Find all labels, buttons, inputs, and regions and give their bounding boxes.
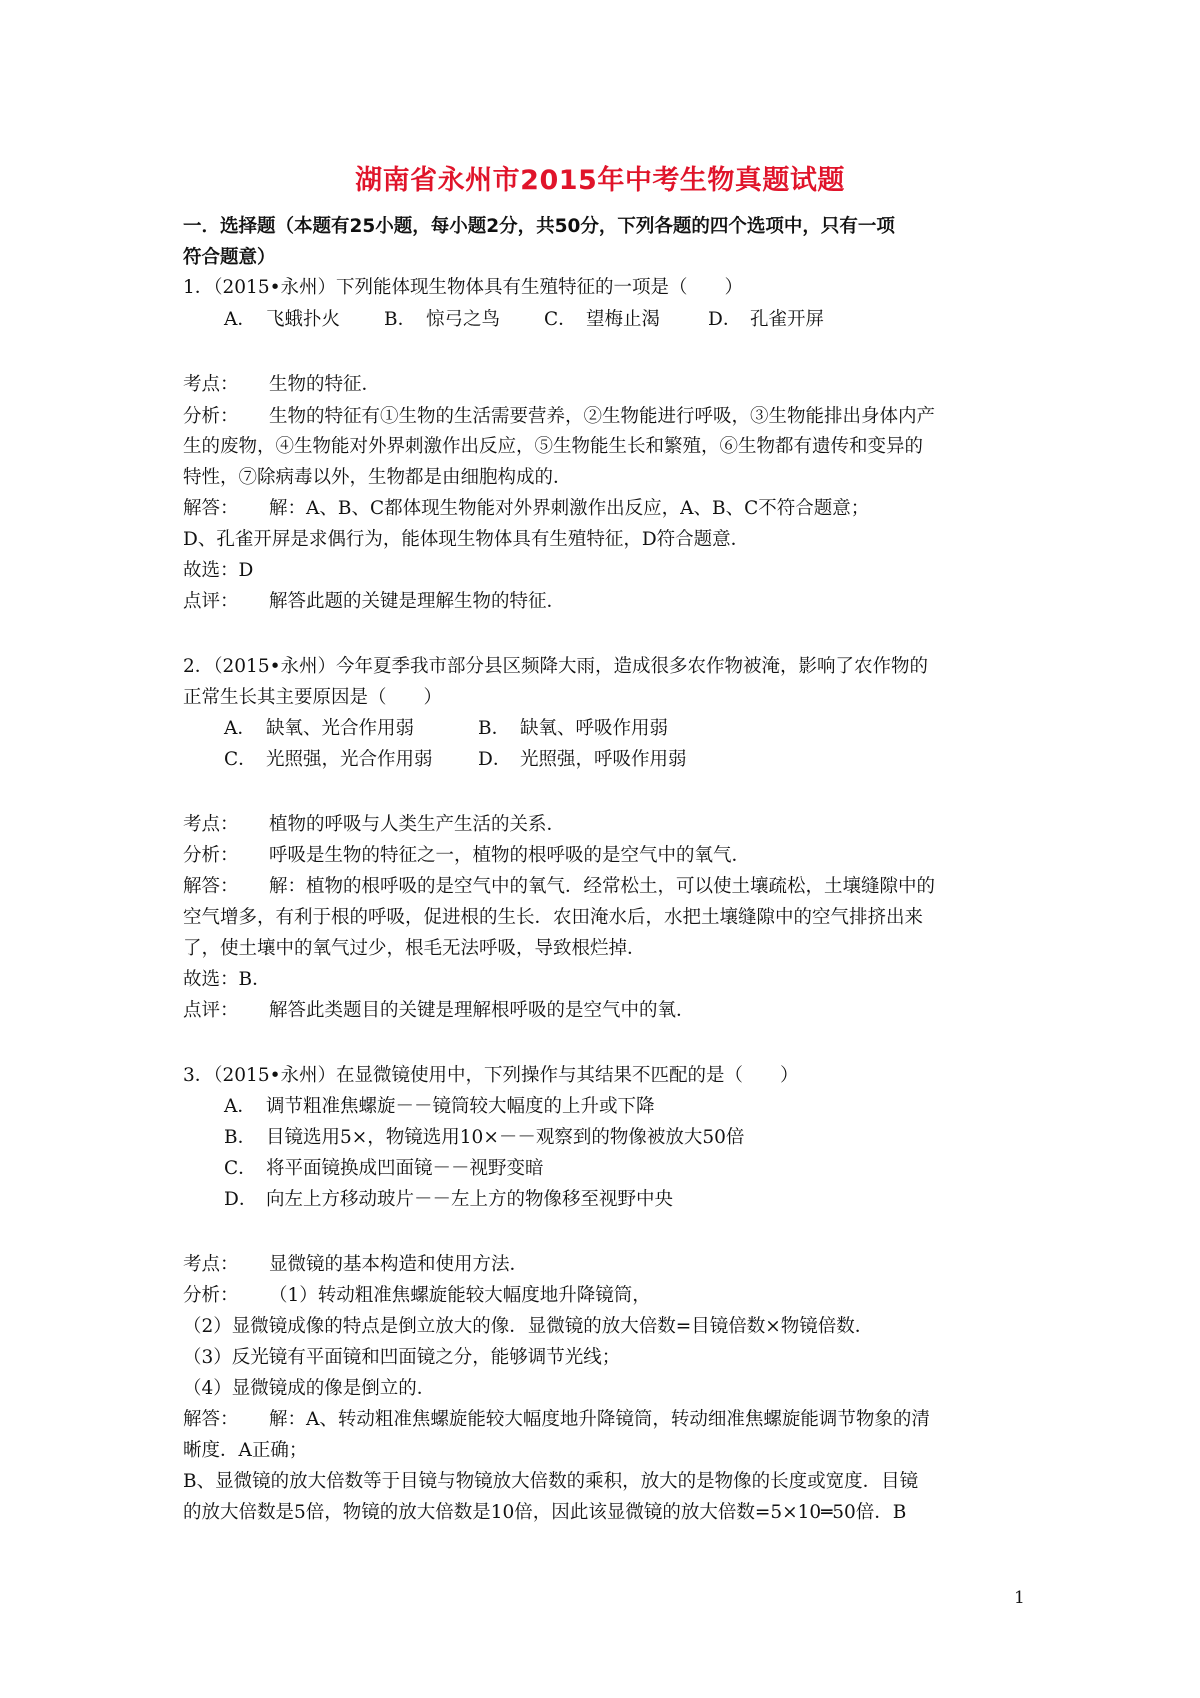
q1-dianping: 点评： 解答此题的关键是理解生物的特征． [183,591,566,612]
q3-stem: 3．（2015•永州）在显微镜使用中，下列操作与其结果不匹配的是（ ） [183,1065,799,1086]
section-heading-cont: 符合题意） [183,247,276,268]
q1-option-d: D． 孔雀开屏 [708,309,825,330]
q3-jieda-cont: 的放大倍数是5倍，物镜的放大倍数是10倍，因此该显微镜的放大倍数=5×10═50倍．B [183,1502,907,1523]
q1-option-b: B． 惊弓之鸟 [384,309,501,330]
q3-kaodian: 考点： 显微镜的基本构造和使用方法． [183,1254,529,1275]
q1-option-a: A． 飞蛾扑火 [224,309,341,330]
page-number: 1 [1014,1588,1025,1608]
q2-options-row1 [224,714,668,744]
q3-option-d: D． 向左上方移动玻片－－左上方的物像移至视野中央 [224,1189,674,1210]
q1-stem: 1．（2015•永州）下列能体现生物体具有生殖特征的一项是（ ） [183,277,744,298]
q3-option-c: C． 将平面镜换成凹面镜－－视野变暗 [224,1158,544,1179]
q1-fenxi-cont: 生的废物，④生物能对外界刺激作出反应，⑤生物能生长和繁殖，⑥生物都有遗传和变异的 [183,436,924,457]
q2-stem: 2．（2015•永州）今年夏季我市部分县区频降大雨，造成很多农作物被淹，影响了农作物的 [183,656,929,677]
q3-fenxi-cont: （3）反光镜有平面镜和凹面镜之分，能够调节光线； [183,1347,621,1368]
q1-kaodian: 考点： 生物的特征． [183,374,381,395]
q3-jieda: 解答： 解：A、转动粗准焦螺旋能较大幅度地升降镜筒，转动细准焦螺旋能调节物象的清 [183,1409,930,1430]
q1-fenxi-cont: 特性，⑦除病毒以外，生物都是由细胞构成的． [183,467,572,488]
q2-option-b: B． 缺氧、呼吸作用弱 [478,718,669,739]
q2-answer: 故选：B． [183,969,271,990]
q2-dianping: 点评： 解答此类题目的关键是理解根呼吸的是空气中的氧． [183,1000,695,1021]
q1-jieda-cont: D、孔雀开屏是求偶行为，能体现生物体具有生殖特征，D符合题意． [183,529,750,550]
q2-kaodian: 考点： 植物的呼吸与人类生产生活的关系． [183,814,566,835]
section-heading: 一．选择题（本题有25小题，每小题2分，共50分，下列各题的四个选项中，只有一项 [183,216,895,237]
q3-fenxi-cont: （4）显微镜成的像是倒立的． [183,1378,436,1399]
q2-jieda-cont: 空气增多，有利于根的呼吸，促进根的生长．农田淹水后，水把土壤缝隙中的空气排挤出来 [183,907,924,928]
q3-option-a: A． 调节粗准焦螺旋－－镜筒较大幅度的上升或下降 [224,1096,655,1117]
q2-fenxi: 分析： 呼吸是生物的特征之一，植物的根呼吸的是空气中的氧气． [183,845,751,866]
q3-option-b: B． 目镜选用5×，物镜选用10×－－观察到的物像被放大50倍 [224,1127,745,1148]
q1-fenxi: 分析： 生物的特征有①生物的生活需要营养，②生物能进行呼吸，③生物能排出身体内产 [183,406,936,427]
q2-option-d: D． 光照强，呼吸作用弱 [478,749,687,770]
q2-jieda-cont: 了，使土壤中的氧气过少，根毛无法呼吸，导致根烂掉． [183,938,646,959]
q1-jieda: 解答： 解：A、B、C都体现生物能对外界刺激作出反应，A、B、C不符合题意； [183,498,870,519]
q2-option-a: A． 缺氧、光合作用弱 [224,718,415,739]
document-title: 湖南省永州市2015年中考生物真题试题 [355,165,845,196]
q3-fenxi-cont: （2）显微镜成像的特点是倒立放大的像．显微镜的放大倍数=目镜倍数×物镜倍数． [183,1316,874,1337]
q2-option-c: C． 光照强，光合作用弱 [224,749,433,770]
q1-options [224,305,824,335]
q3-fenxi: 分析： （1）转动粗准焦螺旋能较大幅度地升降镜筒， [183,1285,651,1306]
q3-jieda-cont: 晰度．A正确； [183,1440,308,1461]
q2-jieda: 解答： 解：植物的根呼吸的是空气中的氧气．经常松土，可以使土壤疏松，土壤缝隙中的 [183,876,936,897]
q2-stem-cont: 正常生长其主要原因是（ ） [183,687,443,708]
q2-options-row2 [224,745,687,775]
q1-answer: 故选：D [183,560,254,581]
q1-option-c: C． 望梅止渴 [544,309,661,330]
q3-jieda-cont: B、显微镜的放大倍数等于目镜与物镜放大倍数的乘积，放大的是物像的长度或宽度．目镜 [183,1471,919,1492]
